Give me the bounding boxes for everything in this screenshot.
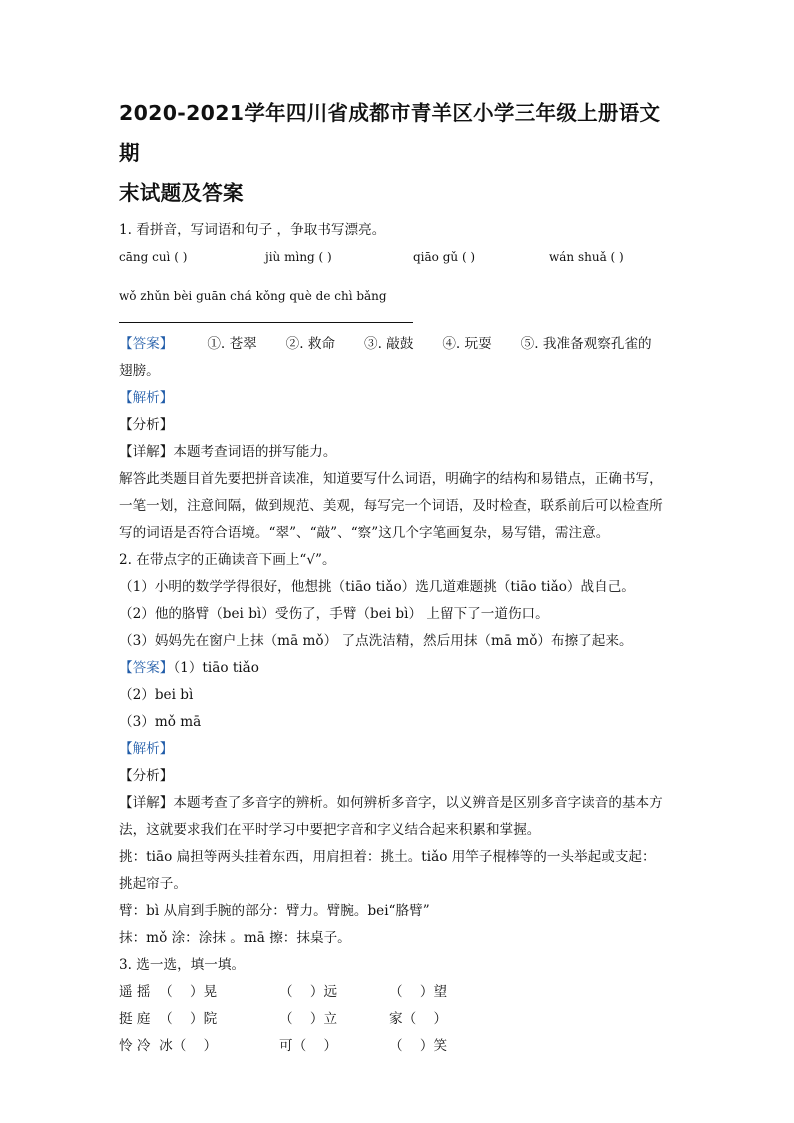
answer-item: ⑤. 我准备观察孔雀的 — [520, 336, 652, 352]
q1-explain-line: 写的词语是否符合语境。“翠”、“敲”、“察”这几个字笔画复杂，易写错，需注意。 — [119, 525, 610, 541]
fenxi-label: 【分析】 — [119, 417, 174, 433]
answer-item: ②. 救命 — [285, 336, 336, 352]
detail-text: 本题考查词语的拼写能力。 — [173, 444, 337, 460]
analysis-label: 【解析】 — [119, 741, 174, 757]
answer-label: 【答案】 — [119, 336, 174, 352]
fenxi-label: 【分析】 — [119, 768, 174, 784]
q2-item: （3）妈妈先在窗户上抹（mā mǒ） 了点洗洁精，然后用抹（mā mǒ）布擦了起来。 — [119, 633, 633, 649]
q1-answer — [119, 331, 679, 358]
answer-item: ③. 敲鼓 — [363, 336, 414, 352]
q1-detail — [119, 439, 679, 466]
answer-item: ①. 苍翠 — [207, 336, 257, 352]
q3-cell: （ ）望 — [389, 984, 448, 1000]
q1-stem: 1. 看拼音，写词语和句子 ，争取书写漂亮。 — [119, 222, 386, 238]
analysis-label: 【解析】 — [119, 390, 174, 406]
q2-answer: （2）bei bì — [119, 687, 194, 703]
q2-answer: （3）mǒ mā — [119, 714, 202, 730]
q3-cell: 可（ ） — [279, 1038, 338, 1054]
q2-detail-line: 法，这就要求我们在平时学习中要把字音和字义结合起来积累和掌握。 — [119, 822, 541, 838]
q3-cell: 挺 庭 （ ）院 — [119, 1011, 218, 1027]
q3-cell: 家（ ） — [389, 1011, 448, 1027]
q1-answer-line — [119, 322, 413, 323]
answer-label: 【答案】 — [119, 660, 174, 676]
q2-item: （2）他的胳臂（bei bì）受伤了，手臂（bei bì） 上留下了一道伤口。 — [119, 606, 549, 622]
q1-pinyin-item: cāng cuì ( ) — [119, 250, 188, 264]
q2-note: 臂：bì 从肩到手腕的部分：臂力。臂腕。bei“胳臂” — [119, 903, 430, 919]
q3-stem: 3. 选一选，填一填。 — [119, 957, 246, 973]
answer-item: ④. 玩耍 — [442, 336, 492, 352]
q2-detail — [119, 790, 679, 817]
q2-stem: 2. 在带点字的正确读音下画上“√”。 — [119, 552, 336, 568]
q3-cell: 遥 摇 （ ）晃 — [119, 984, 218, 1000]
q2-note: 挑：tiāo 扁担等两头挂着东西，用肩担着：挑土。tiǎo 用竿子棍棒等的一头举起或支起： — [119, 849, 656, 865]
q3-cell: （ ）远 — [279, 984, 338, 1000]
q2-answer: （1）tiāo tiǎo — [173, 660, 259, 676]
q1-explain-line: 解答此类题目首先要把拼音读准，知道要写什么词语，明确字的结构和易错点，正确书写， — [119, 471, 663, 487]
q1-pinyin-item: wán shuǎ ( ) — [549, 250, 624, 264]
q3-cell: 怜 冷 冰（ ） — [119, 1038, 218, 1054]
detail-label: 【详解】 — [119, 795, 174, 811]
q1-pinyin-item: jiù mìng ( ) — [265, 250, 332, 264]
q2-note: 挑起帘子。 — [119, 876, 187, 892]
q3-cell: （ ）笑 — [389, 1038, 448, 1054]
q2-answer-row — [119, 655, 679, 682]
q2-item: （1）小明的数学学得很好，他想挑（tiāo tiǎo）选几道难题挑（tiāo tiǎo）战自己。 — [119, 579, 635, 595]
detail-label: 【详解】 — [119, 444, 174, 460]
q1-explain-line: 一笔一划，注意间隔，做到规范、美观，每写完一个词语，及时检查，联系前后可以检查所 — [119, 498, 663, 514]
q3-cell: （ ）立 — [279, 1011, 338, 1027]
q1-sentence-pinyin: wǒ zhǔn bèi guān chá kǒng què de chì bǎng — [119, 289, 387, 303]
document-page — [119, 93, 679, 1060]
q3-table — [119, 979, 679, 1060]
q1-answer-cont: 翅膀。 — [119, 363, 160, 379]
document-title-line1: 2020-2021学年四川省成都市青羊区小学三年级上册语文期 — [119, 101, 661, 165]
q1-pinyin-item: qiāo gǔ ( ) — [413, 250, 476, 264]
q2-note: 抹：mǒ 涂：涂抹 。mā 擦：抹桌子。 — [119, 930, 351, 946]
q1-pinyin-row — [119, 244, 679, 271]
detail-text: 本题考查了多音字的辨析。如何辨析多音字，以义辨音是区别多音字读音的基本方 — [173, 795, 663, 811]
document-title-line2: 末试题及答案 — [119, 181, 244, 205]
